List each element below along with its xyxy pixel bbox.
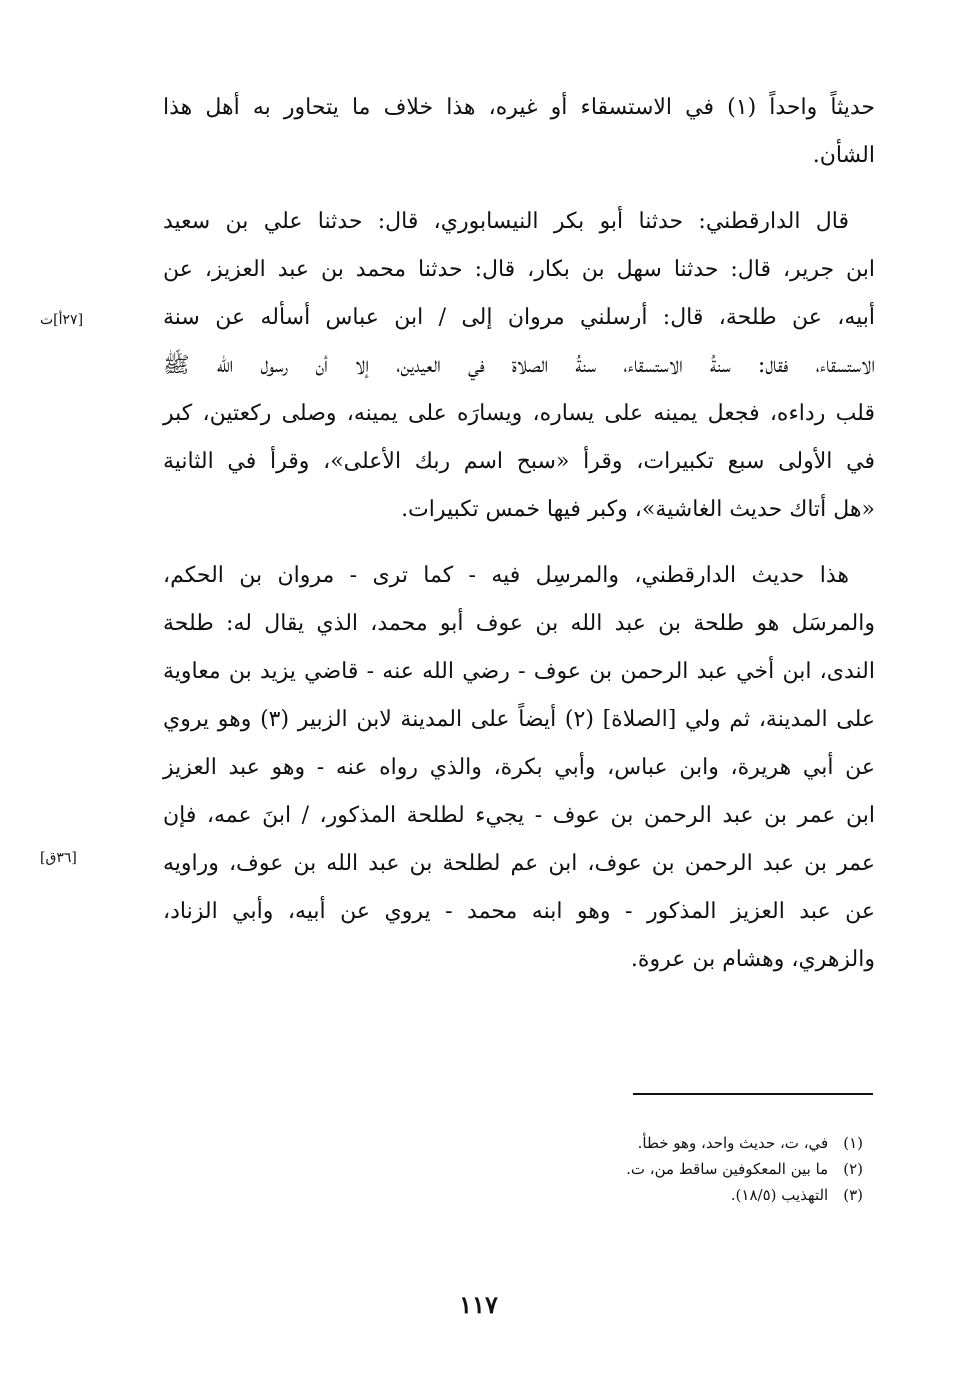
footnote-number: (٢) [843,1160,863,1178]
text-line: الندى، ابن أخي عبد الرحمن بن عوف - رضي الله عنه - قاضي يزيد بن معاوية [163,659,875,684]
text-line: عن عبد العزيز المذكور - وهو ابنه محمد - يروي عن أبيه، وأبي الزناد، [163,899,875,924]
text-line: ابن عمر بن عبد الرحمن بن عوف - يجيء لطلحة المذكور، / ابنَ عمه، فإن [163,803,875,828]
text-line: عمر بن عبد الرحمن بن عوف، ابن عم لطلحة بن عبد الله بن عوف، وراويه [163,851,875,876]
footnote-number: (١) [843,1134,863,1152]
paragraph-1 [163,84,875,180]
text-line: الاستسقاء، فقال: سنةُ الاستسقاء، سنةُ الصلاة في العيدين، إلا أن رسول الله ﷺ [163,353,875,378]
footnote-item [363,1130,863,1156]
text-line: على المدينة، ثم ولي [الصلاة] (٢) أيضاً على المدينة لابن الزبير (٣) وهو يروي [163,707,875,732]
margin-note-manuscript-q: [٣٦ق] [40,850,77,866]
paragraph-2 [163,198,875,534]
footnote-text: التهذيب (١٨/٥). [730,1186,829,1204]
footnote-separator [633,1093,873,1095]
footnote-text: ما بين المعكوفين ساقط من، ت. [626,1160,829,1178]
page-number: ١١٧ [459,1290,498,1319]
text-line: قال الدارقطني: حدثنا أبو بكر النيسابوري، قال: حدثنا علي بن سعيد [163,209,849,234]
footnote-item [363,1156,863,1182]
text-line: ابن جرير، قال: حدثنا سهل بن بكار، قال: حدثنا محمد بن عبد العزيز، عن [163,257,875,282]
paragraph-3 [163,552,875,984]
text-line: قلب رداءه، فجعل يمينه على يساره، ويسارَه على يمينه، وصلى ركعتين، كبر [163,401,875,426]
text-line: الشأن. [812,143,875,168]
text-line: والمرسَل هو طلحة بن عبد الله بن عوف أبو محمد، الذي يقال له: طلحة [163,611,875,636]
text-line: والزهري، وهشام بن عروة. [630,947,875,972]
text-line: في الأولى سبع تكبيرات، وقرأ «سبح اسم ربك الأعلى»، وقرأ في الثانية [163,449,875,474]
text-line: هذا حديث الدارقطني، والمرسِل فيه - كما ترى - مروان بن الحكم، [163,563,849,588]
footnote-item [363,1182,863,1208]
margin-note-manuscript-t: [٢٧أ]ت [40,312,84,328]
footnote-text: في، ت، حديث واحد، وهو خطأ. [637,1134,829,1152]
main-text [163,84,875,984]
text-line: عن أبي هريرة، وابن عباس، وأبي بكرة، والذي رواه عنه - وهو عبد العزيز [163,755,875,780]
text-line: «هل أتاك حديث الغاشية»، وكبر فيها خمس تكبيرات. [401,497,875,522]
text-line: حديثاً واحداً (١) في الاستسقاء أو غيره، هذا خلاف ما يتحاور به أهل هذا [163,95,875,120]
footnotes [363,1130,863,1208]
text-line: أبيه، عن طلحة، قال: أرسلني مروان إلى / ابن عباس أسأله عن سنة [163,305,875,330]
footnote-number: (٣) [843,1186,863,1204]
